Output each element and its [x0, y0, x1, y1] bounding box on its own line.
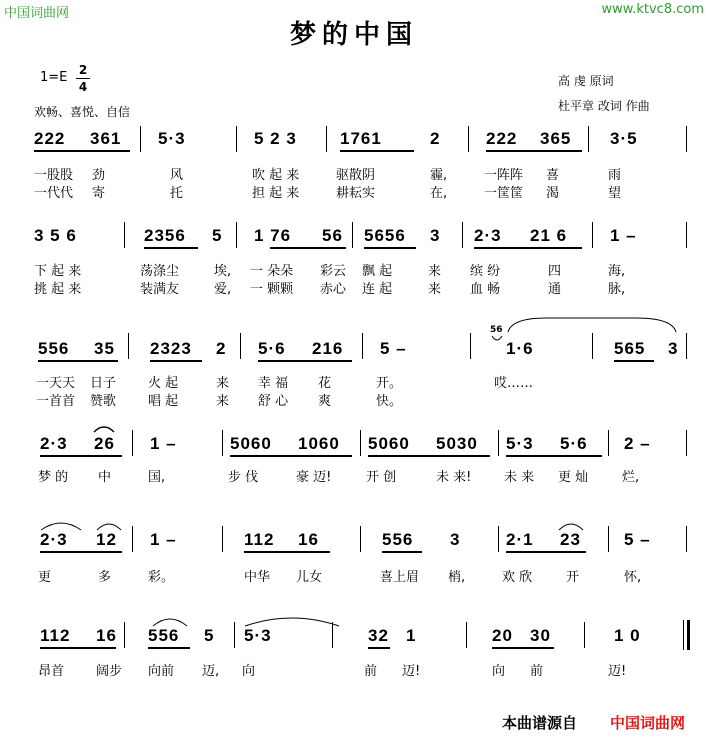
time-sig-top: 2 [78, 63, 88, 77]
lyric: 风 [170, 168, 184, 183]
tie-arc [150, 614, 190, 628]
lyric: 烂, [622, 470, 640, 485]
lyric: 望 [608, 186, 622, 201]
beam [364, 247, 416, 249]
lyric: 开。 [376, 376, 403, 391]
lyric: 步 伐 [228, 470, 259, 485]
bar-line [686, 333, 687, 359]
bar-line [222, 430, 223, 456]
lyric: 连 起 [362, 282, 393, 297]
note-group: 5656 [364, 226, 406, 245]
tie-arc [38, 518, 84, 532]
lyric: 迈, [202, 664, 220, 679]
beam [270, 247, 346, 249]
beam [40, 551, 122, 553]
beam [492, 647, 554, 649]
lyric: 开 创 [366, 470, 397, 485]
beam [244, 551, 330, 553]
lyric: 托 [170, 186, 184, 201]
bar-line [326, 126, 327, 152]
note-group: 112 [40, 626, 71, 645]
lyric: 通 [548, 282, 562, 297]
lyric: 中华 [244, 570, 271, 585]
note-group: 556 [382, 530, 414, 549]
lyric: 迈! [608, 664, 627, 679]
note-group: 26 [94, 434, 115, 453]
note-group: 5060 [368, 434, 410, 453]
note-group: 32 [368, 626, 389, 645]
lyric: 来 [428, 264, 442, 279]
lyric: 耕耘实 [336, 186, 376, 201]
beam [40, 455, 122, 457]
note-group: 2·3 [474, 226, 502, 245]
bar-line [462, 222, 463, 248]
note-group: 1 – [610, 226, 637, 245]
watermark-left: 中国词曲网 [4, 6, 70, 21]
lyric: 爽 [318, 394, 332, 409]
tie-arc [94, 518, 124, 532]
note-group: 2·3 [40, 530, 68, 549]
lyric: 驱散阴 [336, 168, 376, 183]
note-group: 565 [614, 339, 646, 358]
lyric: 脉, [608, 282, 626, 297]
note-group: 1·6 [506, 339, 534, 358]
note-group: 35 [94, 339, 115, 358]
lyric: 雨 [608, 168, 622, 183]
lyric: 来 [216, 394, 230, 409]
note-group: 3·5 [610, 129, 638, 148]
lyric: 一股股 [34, 168, 74, 183]
beam [368, 455, 490, 457]
lyric: 挑 起 来 [34, 282, 82, 297]
lyric: 花 [318, 376, 332, 391]
note-group: 12 [96, 530, 117, 549]
lyric: 一 颗颗 [250, 282, 294, 297]
note-group: 112 [244, 530, 275, 549]
grace-slur [490, 334, 504, 344]
lyric: 喜 [546, 168, 560, 183]
lyric: 未 来 [504, 470, 535, 485]
key-signature: 1=E [40, 70, 68, 85]
lyric: 幸 福 [258, 376, 289, 391]
note-group: 556 [38, 339, 70, 358]
bar-line [588, 126, 589, 152]
beam [258, 360, 352, 362]
beam [40, 647, 116, 649]
note-group: 1060 [298, 434, 340, 453]
bar-line [124, 622, 125, 648]
lyric: 一筐筐 [484, 186, 524, 201]
beam [506, 455, 602, 457]
beam [614, 360, 654, 362]
note-group: 2 – [624, 434, 651, 453]
note-group: 361 [90, 129, 122, 148]
lyric: 彩云 [320, 264, 347, 279]
lyric: 赞歌 [90, 394, 117, 409]
note-group: 20 [492, 626, 513, 645]
note-group: 2356 [144, 226, 186, 245]
note-group: 1 – [150, 434, 177, 453]
lyric: 渴 [546, 186, 560, 201]
lyric: 欢 欣 [502, 570, 533, 585]
note-group: 5 – [380, 339, 407, 358]
note-group: 5030 [436, 434, 478, 453]
note-group: 216 [312, 339, 344, 358]
lyric: 向 [492, 664, 506, 679]
note-group: 30 [530, 626, 551, 645]
note-group: 5·3 [158, 129, 186, 148]
bar-line [686, 222, 687, 248]
lyric: 一代代 [34, 186, 74, 201]
note-group: 1 – [150, 530, 177, 549]
note-group: 3 5 6 [34, 226, 77, 245]
bar-line [128, 333, 129, 359]
lyric: 梦 的 [38, 470, 69, 485]
lyric: 儿女 [296, 570, 323, 585]
beam [474, 247, 582, 249]
lyric: 阔步 [96, 664, 123, 679]
note-group: 1 76 [254, 226, 292, 245]
bar-line [240, 333, 241, 359]
time-signature [76, 62, 90, 95]
bar-line [584, 622, 585, 648]
tie-arc [242, 612, 342, 628]
note-group: 2 [216, 339, 227, 358]
beam [506, 551, 586, 553]
lyric: 火 起 [148, 376, 179, 391]
note-group: 5·3 [244, 626, 272, 645]
bar-line [686, 526, 687, 552]
lyric: 迈! [402, 664, 421, 679]
note-group: 5060 [230, 434, 272, 453]
note-group: 5 [204, 626, 215, 645]
lyric: 更 灿 [558, 470, 589, 485]
lyric: 血 畅 [470, 282, 501, 297]
note-group: 2 [430, 129, 441, 148]
lyric: 一阵阵 [484, 168, 524, 183]
note-group: 23 [560, 530, 581, 549]
beam [340, 150, 414, 152]
lyric: 寄 [92, 186, 106, 201]
tie-arc [556, 518, 586, 532]
note-group: 365 [540, 129, 572, 148]
lyric: 四 [548, 264, 562, 279]
lyric: 快。 [376, 394, 403, 409]
bar-line [498, 430, 499, 456]
grace-note: 56 [490, 325, 503, 335]
bar-line [592, 222, 593, 248]
lyric: 赤心 [320, 282, 347, 297]
lyric: 前 [530, 664, 544, 679]
lyric: 担 起 来 [252, 186, 300, 201]
note-group: 3 [668, 339, 679, 358]
tie-arc [506, 314, 678, 334]
lyric: 吹 起 来 [252, 168, 300, 183]
lyric: 梢, [448, 570, 466, 585]
lyric: 一天天 [36, 376, 76, 391]
lyric: 前 [364, 664, 378, 679]
time-sig-bottom: 4 [76, 78, 90, 95]
note-group: 1 0 [614, 626, 641, 645]
page-title: 梦的中国 [289, 20, 418, 50]
bar-line [686, 430, 687, 456]
lyric: 在, [430, 186, 448, 201]
bar-line [470, 333, 471, 359]
note-group: 16 [298, 530, 319, 549]
bar-line [132, 526, 133, 552]
note-group: 16 [96, 626, 117, 645]
beam [34, 150, 130, 152]
lyric: 下 起 来 [34, 264, 82, 279]
beam [486, 150, 582, 152]
bar-line [352, 222, 353, 248]
note-group: 5 2 3 [254, 129, 297, 148]
bar-line [236, 126, 237, 152]
bar-line [608, 526, 609, 552]
note-group: 56 [322, 226, 343, 245]
lyric: 舒 心 [258, 394, 289, 409]
watermark-right: www.ktvc8.com [601, 2, 704, 17]
lyric: 彩。 [148, 570, 175, 585]
beam [382, 551, 422, 553]
note-group: 5·3 [506, 434, 534, 453]
lyric: 劲 [92, 168, 106, 183]
lyric: 未 来! [436, 470, 472, 485]
beam [38, 360, 118, 362]
lyric: 豪 迈! [296, 470, 332, 485]
lyric: 霾, [430, 168, 448, 183]
note-group: 5·6 [258, 339, 286, 358]
lyric: 向前 [148, 664, 175, 679]
bar-line [360, 526, 361, 552]
bar-line [140, 126, 141, 152]
lyric: 埃, [214, 264, 232, 279]
note-group: 222 [34, 129, 66, 148]
lyric: 一 朵朵 [250, 264, 294, 279]
lyric: 开 [566, 570, 580, 585]
lyric: 唱 起 [148, 394, 179, 409]
lyric: 荡涤尘 [140, 264, 180, 279]
note-group: 222 [486, 129, 518, 148]
note-group: 3 [430, 226, 441, 245]
note-group: 1761 [340, 129, 382, 148]
credits-composer: 杜平章 改词 作曲 [558, 99, 650, 113]
beam [368, 647, 390, 649]
beam [144, 247, 198, 249]
bar-line [222, 526, 223, 552]
beam [148, 647, 190, 649]
lyric: 国, [148, 470, 166, 485]
note-group: 2323 [150, 339, 192, 358]
note-group: 1 [406, 626, 417, 645]
note-group: 3 [450, 530, 461, 549]
bar-line [132, 430, 133, 456]
beam [150, 360, 202, 362]
bar-line [124, 222, 125, 248]
final-bar-thick [687, 620, 690, 650]
lyric: 一首首 [36, 394, 76, 409]
lyric: 日子 [90, 376, 117, 391]
note-group: 5·6 [560, 434, 588, 453]
bar-line [608, 430, 609, 456]
bar-line [498, 526, 499, 552]
lyric: 向 [242, 664, 256, 679]
note-group: 556 [148, 626, 180, 645]
lyric: 飘 起 [362, 264, 393, 279]
bar-line [236, 222, 237, 248]
bar-line [466, 622, 467, 648]
footer-source-label: 本曲谱源自 [502, 714, 578, 732]
note-group: 5 [212, 226, 223, 245]
footer-site-link[interactable]: 中国词曲网 [610, 714, 686, 732]
bar-line [362, 333, 363, 359]
lyric: 喜上眉 [380, 570, 420, 585]
lyric: 来 [428, 282, 442, 297]
note-group: 5 – [624, 530, 651, 549]
beam [230, 455, 352, 457]
lyric: 多 [98, 570, 112, 585]
note-group: 2·3 [40, 434, 68, 453]
bar-line [332, 622, 333, 648]
bar-line [468, 126, 469, 152]
tie-arc [92, 424, 116, 434]
lyric: 缤 纷 [470, 264, 501, 279]
bar-line [234, 622, 235, 648]
lyric: 海, [608, 264, 626, 279]
final-bar-thin [683, 620, 684, 650]
lyric: 哎…… [494, 376, 534, 391]
lyric: 昂首 [38, 664, 65, 679]
tempo-mark: 欢畅、喜悦、自信 [34, 105, 131, 119]
lyric: 怀, [624, 570, 642, 585]
lyric: 来 [216, 376, 230, 391]
bar-line [686, 126, 687, 152]
bar-line [360, 430, 361, 456]
lyric: 更 [38, 570, 52, 585]
note-group: 2·1 [506, 530, 534, 549]
credits-lyricist: 高 虔 原词 [558, 74, 614, 88]
lyric: 装满友 [140, 282, 180, 297]
bar-line [592, 333, 593, 359]
lyric: 中 [98, 470, 112, 485]
note-group: 21 6 [530, 226, 568, 245]
lyric: 爱, [214, 282, 232, 297]
